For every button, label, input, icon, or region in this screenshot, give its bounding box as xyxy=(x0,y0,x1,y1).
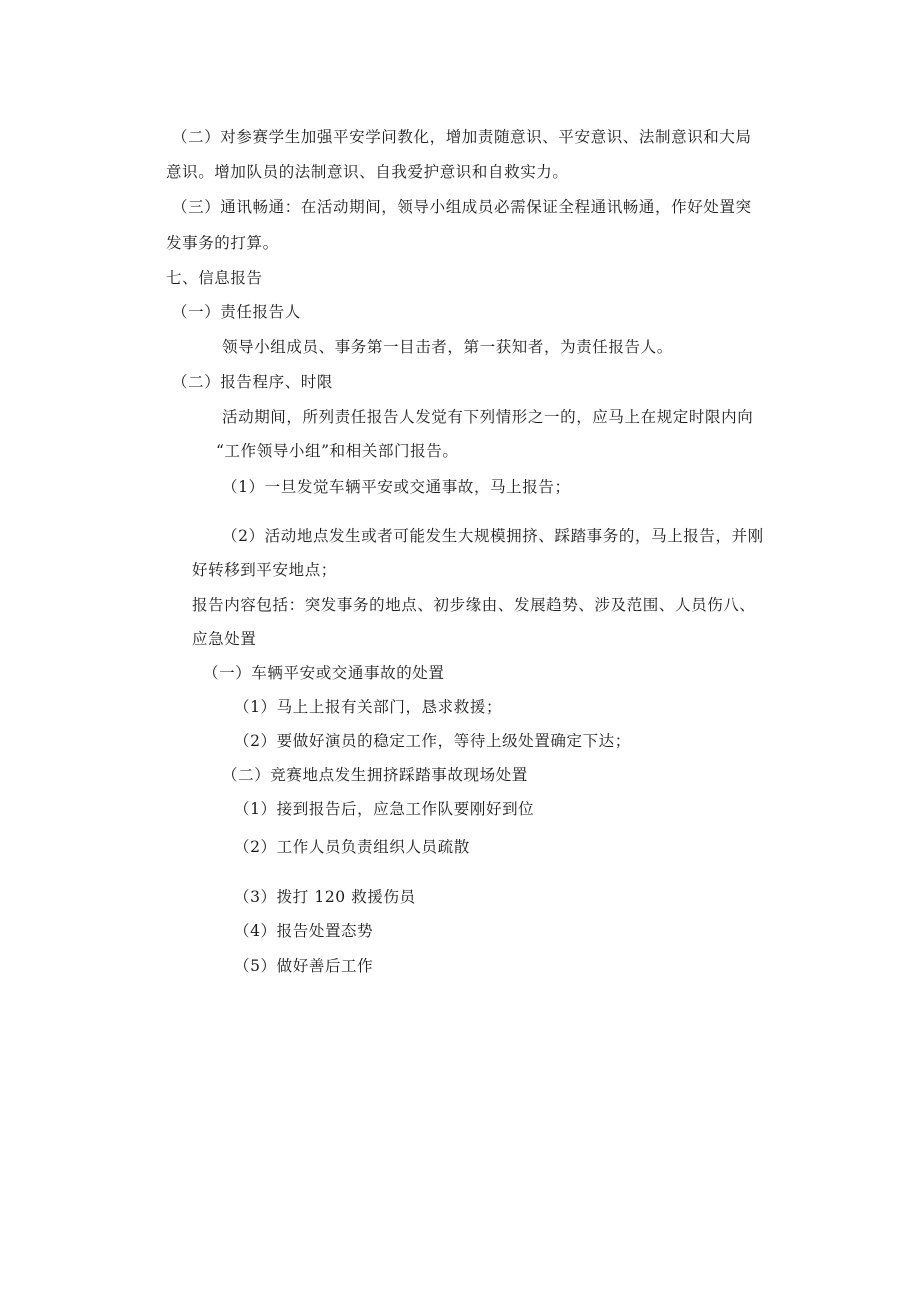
subheading-responsible-reporter: （一）责任报告人 xyxy=(172,303,301,321)
subheading-vehicle-accident: （一）车辆平安或交通事故的处置 xyxy=(203,664,445,682)
text-line-9: 活动期间，所列责任报告人发觉有下列情形之一的，应马上在规定时限内向 xyxy=(222,408,754,426)
text-line-2: 意识。增加队员的法制意识、自我爱护意识和自救实力。 xyxy=(166,163,569,181)
subheading-stampede: （二）竞赛地点发生拥挤踩踏事故现场处置 xyxy=(222,766,528,784)
text-line-4: 发事务的打算。 xyxy=(166,234,279,252)
list-item-stampede-4: （4）报告处置态势 xyxy=(234,922,374,940)
list-item-stampede-5: （5）做好善后工作 xyxy=(234,957,374,975)
text-line-3: （三）通讯畅通：在活动期间，领导小组成员必需保证全程通讯畅通，作好处置突 xyxy=(172,198,752,216)
text-line-1: （二）对参赛学生加强平安学问教化，增加责随意识、平安意识、法制意识和大局 xyxy=(172,128,752,146)
list-item-vehicle-1: （1）马上上报有关部门，恳求救援； xyxy=(234,698,503,716)
list-item-stampede-2: （2）工作人员负责组织人员疏散 xyxy=(234,838,470,856)
subheading-report-procedure: （二）报告程序、时限 xyxy=(172,373,334,391)
text-line-14: 报告内容包括：突发事务的地点、初步缘由、发展趋势、涉及范围、人员伤八、 xyxy=(192,596,756,614)
text-line-13: 好转移到平安地点； xyxy=(192,561,337,579)
list-item-2: （2）活动地点发生或者可能发生大规模拥挤、踩踏事务的，马上报告，并刚 xyxy=(222,527,764,545)
section-heading-emergency: 应急处置 xyxy=(192,630,257,648)
list-item-vehicle-2: （2）要做好演员的稳定工作，等待上级处置确定下达； xyxy=(234,732,631,750)
list-item-stampede-3: （3）拨打 120 救援伤员 xyxy=(234,888,416,906)
text-line-10: “工作领导小组”和相关部门报告。 xyxy=(216,442,459,460)
section-heading-info-report: 七、信息报告 xyxy=(166,269,263,287)
text-line-7: 领导小组成员、事务第一目击者，第一获知者，为责任报告人。 xyxy=(222,338,673,356)
list-item-1: （1）一旦发觉车辆平安或交通事故，马上报告； xyxy=(222,478,571,496)
list-item-stampede-1: （1）接到报告后，应急工作队要刚好到位 xyxy=(234,800,535,818)
